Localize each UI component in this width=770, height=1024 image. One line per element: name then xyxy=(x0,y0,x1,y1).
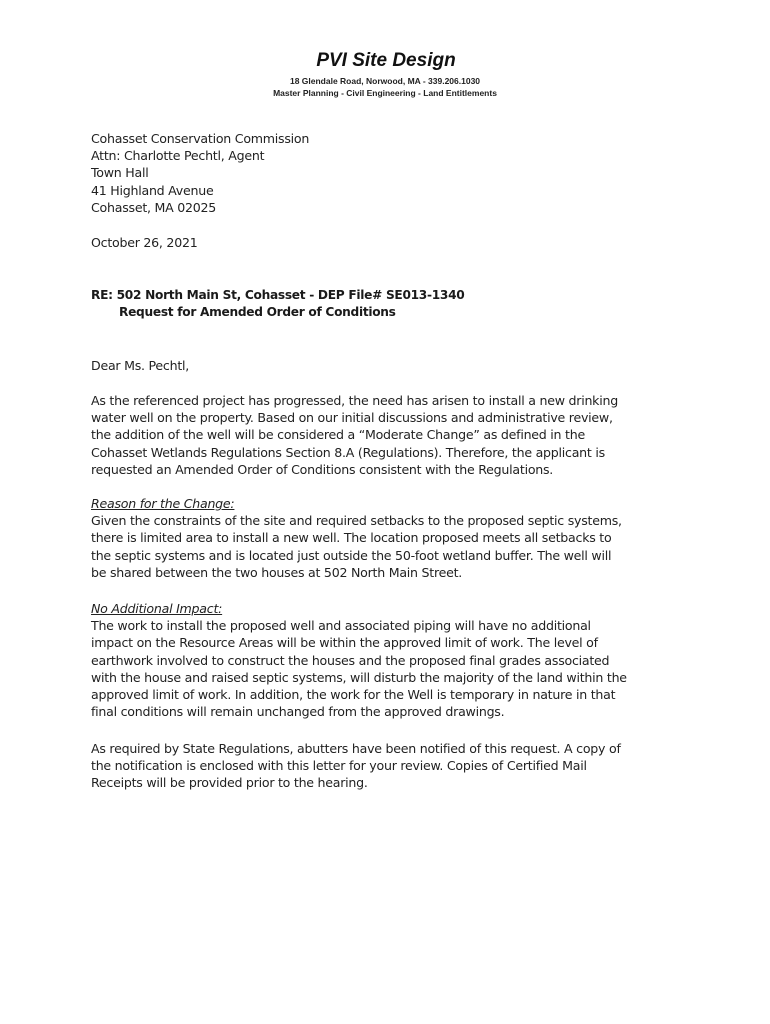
closing-paragraph xyxy=(91,740,691,792)
paragraph-line: The work to install the proposed well and associated piping will have no additional xyxy=(91,618,591,634)
paragraph-line: there is limited area to install a new well. The location proposed meets all setbacks to xyxy=(91,530,612,546)
recipient-line: Town Hall xyxy=(91,165,149,181)
paragraph-line: Receipts will be provided prior to the hearing. xyxy=(91,775,368,791)
paragraph-line: impact on the Resource Areas will be within the approved limit of work. The level of xyxy=(91,635,598,651)
recipient-line: Cohasset, MA 02025 xyxy=(91,199,217,215)
recipient-line: 41 Highland Avenue xyxy=(91,182,214,198)
recipient-line: Cohasset Conservation Commission xyxy=(91,131,310,146)
recipient-address xyxy=(91,130,691,216)
letter-date: October 26, 2021 xyxy=(91,235,198,250)
paragraph-line: be shared between the two houses at 502 North Main Street. xyxy=(91,564,463,580)
paragraph-intro xyxy=(91,392,691,478)
company-name: PVI Site Design xyxy=(316,50,456,71)
company-address: 18 Glendale Road, Norwood, MA - 339.206.1030 xyxy=(289,76,481,86)
reason-section xyxy=(91,495,691,581)
impact-section xyxy=(91,600,691,720)
paragraph-line: water well on the property. Based on our initial discussions and administrative review, xyxy=(91,410,613,426)
paragraph-line: As required by State Regulations, abutters have been notified of this request. A copy of xyxy=(91,741,621,756)
paragraph-line: the septic systems and is located just outside the 50-foot wetland buffer. The well will xyxy=(91,547,612,563)
salutation: Dear Ms. Pechtl, xyxy=(91,358,190,373)
paragraph-line: final conditions will remain unchanged from the approved drawings. xyxy=(91,704,505,720)
paragraph-line: approved limit of work. In addition, the work for the Well is temporary in nature in that xyxy=(91,687,616,703)
paragraph-line: the addition of the well will be considered a “Moderate Change” as defined in the xyxy=(91,427,585,443)
subject-block xyxy=(91,287,464,321)
reason-heading: Reason for the Change: xyxy=(91,496,235,511)
recipient-line: Attn: Charlotte Pechtl, Agent xyxy=(91,148,265,164)
subject-line: RE: 502 North Main St, Cohasset - DEP File# SE013-1340 xyxy=(91,288,465,302)
letterhead xyxy=(0,50,770,99)
subject-subline: Request for Amended Order of Conditions xyxy=(119,305,396,320)
impact-heading: No Additional Impact: xyxy=(91,601,223,616)
paragraph-line: requested an Amended Order of Conditions consistent with the Regulations. xyxy=(91,461,554,477)
paragraph-line: with the house and raised septic systems, will disturb the majority of the land within the xyxy=(91,669,627,685)
paragraph-line: Given the constraints of the site and required setbacks to the proposed septic systems, xyxy=(91,513,622,529)
paragraph-line: As the referenced project has progressed, the need has arisen to install a new drinking xyxy=(91,393,618,408)
paragraph-line: the notification is enclosed with this letter for your review. Copies of Certified Mail xyxy=(91,758,587,774)
paragraph-line: earthwork involved to construct the houses and the proposed final grades associated xyxy=(91,652,610,668)
company-services: Master Planning - Civil Engineering - Land Entitlements xyxy=(273,88,497,98)
paragraph-line: Cohasset Wetlands Regulations Section 8.A (Regulations). Therefore, the applicant is xyxy=(91,444,605,460)
